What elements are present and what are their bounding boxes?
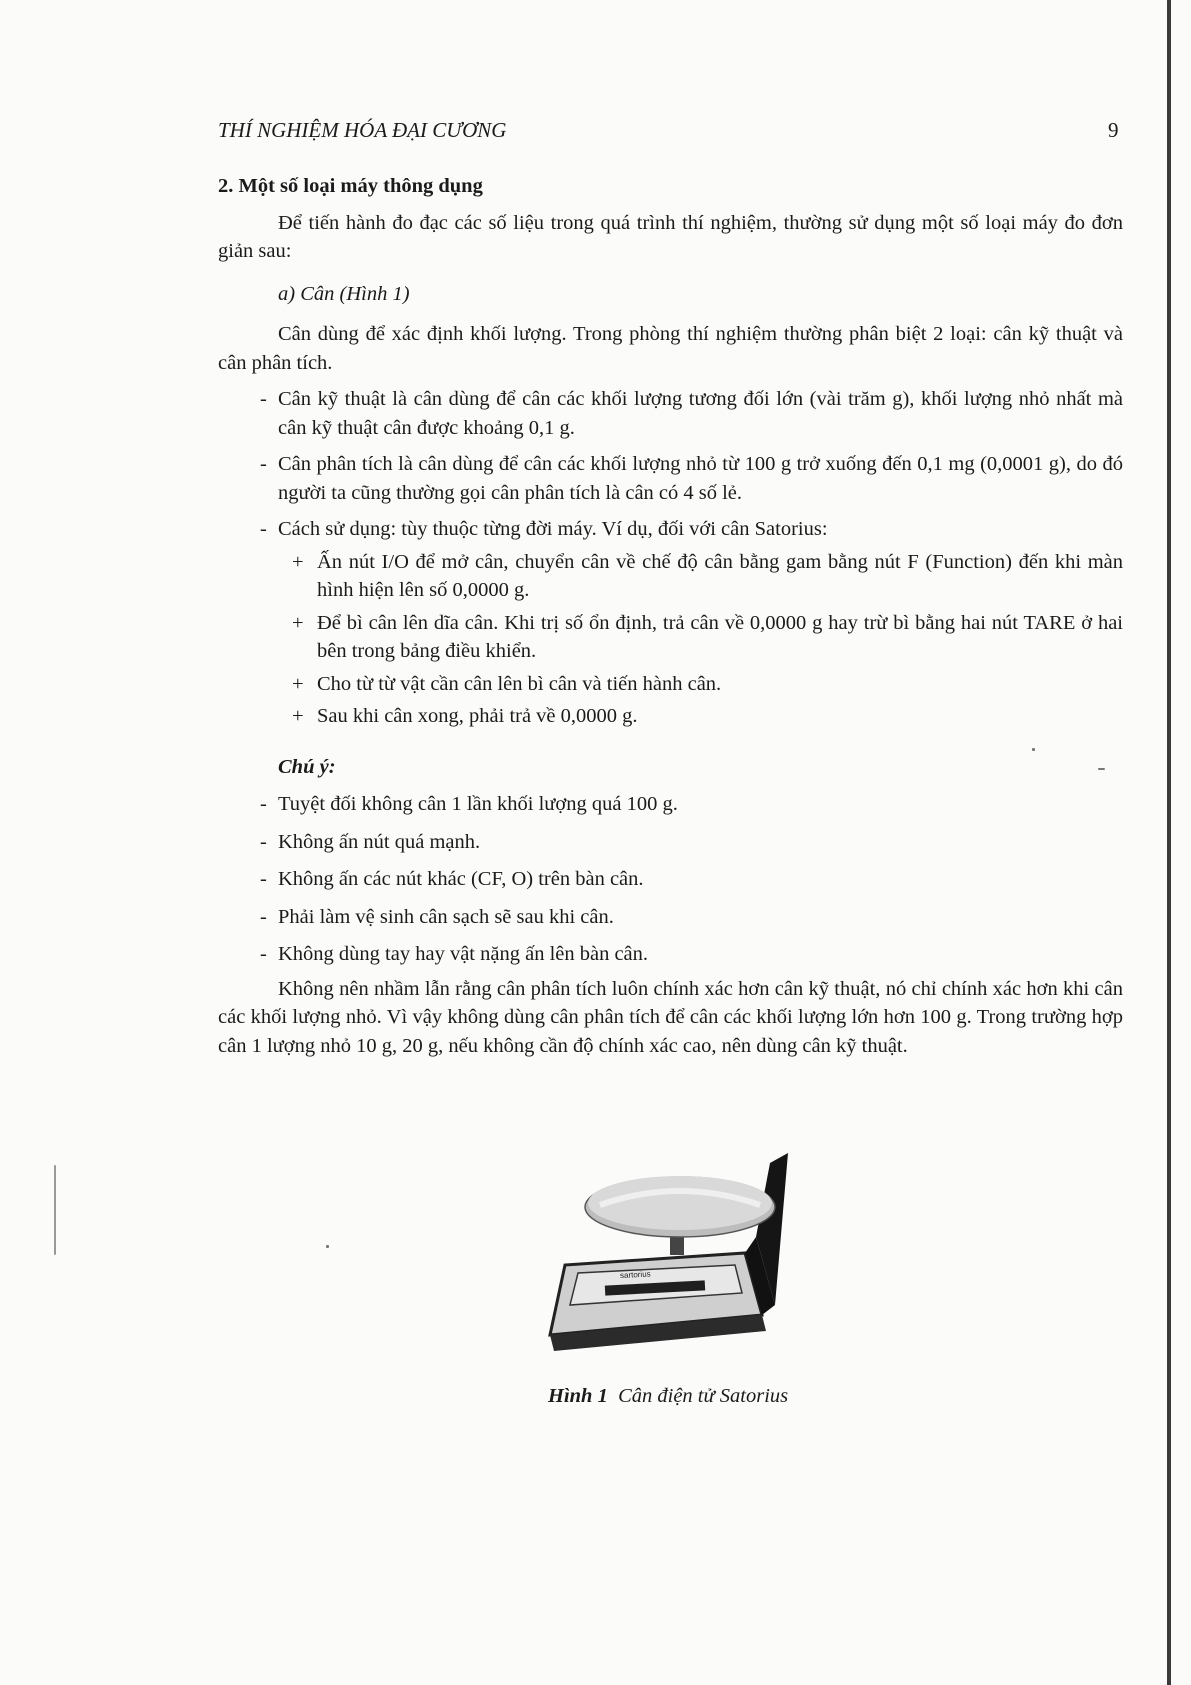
bullet-item xyxy=(218,515,1123,544)
bullet-mark: - xyxy=(260,943,267,965)
figure-caption-text: Cân điện tử Satorius xyxy=(618,1385,789,1407)
bullet-text: Cân kỹ thuật là cân dùng để cân các khối lượng tương đối lớn (vài trăm g), khối lượng nhỏ nhất mà cân kỹ thuật cân được khoảng 0,1 g. xyxy=(278,388,1123,439)
step-text: Sau khi cân xong, phải trả về 0,0000 g. xyxy=(317,705,638,727)
scan-speck xyxy=(326,1245,329,1248)
step-mark: + xyxy=(292,550,304,573)
step-text: Ấn nút I/O để mở cân, chuyển cân về chế độ cân bằng gam bằng nút F (Function) đến khi màn hình hiện lên số 0,0000 g. xyxy=(317,550,1123,601)
step-item xyxy=(218,702,1123,731)
note-item xyxy=(218,865,1123,894)
bullet-item xyxy=(218,385,1123,442)
figure-caption xyxy=(548,1385,968,1408)
note-text: Không ấn các nút khác (CF, O) trên bàn cân. xyxy=(278,868,644,890)
bullet-mark: - xyxy=(260,905,267,928)
note-item xyxy=(218,790,1123,819)
note-title: Chú ý: xyxy=(278,755,336,778)
note-item xyxy=(218,828,1123,857)
bullet-item xyxy=(218,450,1123,507)
bullet-mark: - xyxy=(260,453,267,475)
bullet-text: Cân phân tích là cân dùng để cân các khối lượng nhỏ từ 100 g trở xuống đến 0,1 mg (0,0001 g), do đó người ta cũng thường gọi cân phân tích là cân có 4 số lẻ. xyxy=(278,453,1123,504)
step-mark: + xyxy=(292,611,304,634)
intro-paragraph: Để tiến hành đo đạc các số liệu trong quá trình thí nghiệm, thường sử dụng một số loại máy đo đơn giản sau: xyxy=(218,211,1123,262)
step-item xyxy=(218,670,1123,699)
bullet-mark: - xyxy=(260,830,267,853)
paragraph-precision: Không nên nhầm lẫn rằng cân phân tích luôn chính xác hơn cân kỹ thuật, nó chỉ chính xác hơn khi cân các khối lượng nhỏ. Vì vậy không dùng cân phân tích để cân các khối lượng lớn hơn 100 g. Trong trường hợp cân 1 lượng nhỏ 10 g, 20 g, nếu không cần độ chính xác cao, nên dùng cân kỹ thuật. xyxy=(218,977,1123,1057)
bullet-mark: - xyxy=(260,868,267,890)
note-text: Phải làm vệ sinh cân sạch sẽ sau khi cân. xyxy=(278,905,614,928)
paragraph-can-types: Cân dùng để xác định khối lượng. Trong phòng thí nghiệm thường phân biệt 2 loại: cân kỹ thuật và cân phân tích. xyxy=(218,323,1123,374)
figure-balance-image xyxy=(530,1145,860,1370)
step-mark: + xyxy=(292,672,304,695)
step-item xyxy=(218,548,1123,605)
bullet-mark: - xyxy=(260,793,267,815)
step-text: Để bì cân lên dĩa cân. Khi trị số ổn định, trả cân về 0,0000 g hay trừ bì bằng hai nút TARE ở hai bên trong bảng điều khiển. xyxy=(317,611,1123,662)
scan-mark xyxy=(54,1165,56,1255)
subheading-can: a) Cân (Hình 1) xyxy=(278,282,410,305)
note-text: Không dùng tay hay vật nặng ấn lên bàn cân. xyxy=(278,943,649,965)
running-title: THÍ NGHIỆM HÓA ĐẠI CƯƠNG xyxy=(218,118,507,142)
figure-label: Hình 1 xyxy=(548,1385,608,1407)
bullet-mark: - xyxy=(260,388,267,410)
bullet-mark: - xyxy=(260,518,267,540)
note-text: Không ấn nút quá mạnh. xyxy=(278,830,481,853)
page-edge-line xyxy=(1167,0,1171,1685)
note-item xyxy=(218,940,1123,969)
step-text: Cho từ từ vật cần cân lên bì cân và tiến hành cân. xyxy=(317,672,722,695)
body-text xyxy=(218,172,1123,1060)
scan-speck xyxy=(1098,768,1105,770)
note-text: Tuyệt đối không cân 1 lần khối lượng quá 100 g. xyxy=(278,793,678,815)
brand-mark: sartorius xyxy=(619,1269,651,1281)
page-number: 9 xyxy=(1108,118,1119,142)
note-item xyxy=(218,903,1123,932)
step-mark: + xyxy=(292,705,304,727)
section-heading: 2. Một số loại máy thông dụng xyxy=(218,175,483,197)
bullet-text: Cách sử dụng: tùy thuộc từng đời máy. Ví dụ, đối với cân Satorius: xyxy=(278,518,828,540)
step-item xyxy=(218,609,1123,666)
scan-speck xyxy=(1032,748,1035,751)
